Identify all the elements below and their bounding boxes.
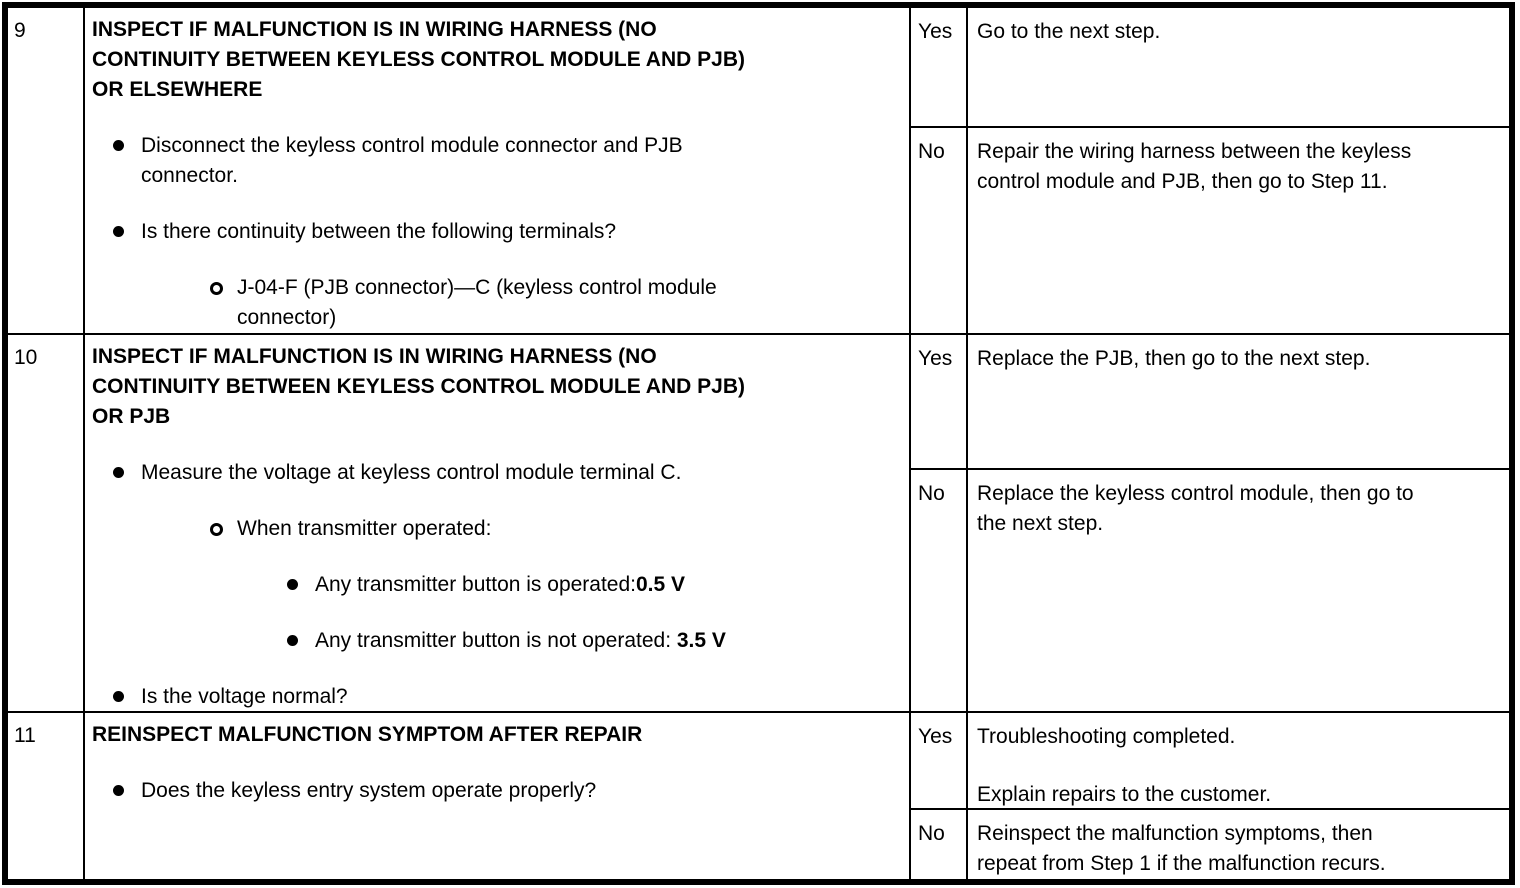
no-cell: [911, 128, 968, 333]
no-action-cell: [968, 128, 1509, 333]
action-text: Troubleshooting completed.: [977, 725, 1236, 748]
troubleshooting-table: [2, 2, 1515, 885]
bullet-text: Is the voltage normal?: [141, 685, 348, 708]
step-row-9: [8, 8, 1509, 335]
action-text-line: the next step.: [977, 512, 1104, 535]
step-title-line: OR PJB: [92, 405, 171, 428]
no-label: No: [918, 140, 945, 163]
yes-subrow: [911, 713, 1509, 810]
bullet-item: [92, 682, 901, 712]
step-title-line: CONTINUITY BETWEEN KEYLESS CONTROL MODULE AND PJB): [92, 48, 745, 71]
bullet-text: Is there continuity between the following terminals?: [141, 220, 617, 243]
step-title: [92, 342, 901, 432]
yes-label: Yes: [918, 20, 953, 43]
yes-subrow: [911, 8, 1509, 128]
sub-sub-bullet-item: [92, 570, 901, 600]
step-title-line: REINSPECT MALFUNCTION SYMPTOM AFTER REPAIR: [92, 723, 643, 746]
bullet-text-line: connector.: [141, 164, 238, 187]
action-text: Explain repairs to the customer.: [977, 783, 1272, 806]
bullet-text-line: connector): [237, 306, 337, 329]
step-title-line: OR ELSEWHERE: [92, 78, 263, 101]
no-label: No: [918, 482, 945, 505]
filled-bullet-icon: [113, 785, 124, 796]
step-number-cell: [8, 8, 85, 333]
voltage-value: 3.5 V: [676, 629, 726, 652]
step-title-line: CONTINUITY BETWEEN KEYLESS CONTROL MODULE AND PJB): [92, 375, 745, 398]
yes-label: Yes: [918, 347, 953, 370]
sub-bullet-item: [92, 273, 901, 333]
action-text-line: repeat from Step 1 if the malfunction recurs.: [977, 852, 1386, 875]
bullet-text: [315, 570, 685, 600]
result-column: [911, 8, 1509, 333]
step-number: 11: [14, 724, 36, 747]
yes-cell: [911, 8, 968, 126]
yes-action-cell: [968, 8, 1509, 126]
yes-label: Yes: [918, 725, 953, 748]
sub-sub-bullet-item: [92, 626, 901, 656]
filled-bullet-icon: [287, 635, 298, 646]
open-circle-bullet-icon: [210, 523, 223, 536]
yes-subrow: [911, 335, 1509, 470]
no-cell: [911, 810, 968, 879]
action-text-line: Reinspect the malfunction symptoms, then: [977, 822, 1373, 845]
bullet-text-line: J-04-F (PJB connector)—C (keyless control module: [237, 276, 717, 299]
yes-action-cell: [968, 335, 1509, 468]
step-title-line: INSPECT IF MALFUNCTION IS IN WIRING HARNESS (NO: [92, 18, 657, 41]
no-subrow: [911, 810, 1509, 879]
bullet-text: When transmitter operated:: [237, 517, 492, 540]
sub-bullet-item: [92, 514, 901, 544]
bullet-text-line: Disconnect the keyless control module connector and PJB: [141, 134, 683, 157]
step-row-11: [8, 713, 1509, 879]
result-column: [911, 335, 1509, 711]
yes-cell: [911, 335, 968, 468]
action-text-line: Repair the wiring harness between the keyless: [977, 140, 1412, 163]
bullet-text: Measure the voltage at keyless control module terminal C.: [141, 461, 682, 484]
step-description-cell: [85, 335, 911, 711]
filled-bullet-icon: [113, 691, 124, 702]
filled-bullet-icon: [113, 226, 124, 237]
yes-action-cell: [968, 713, 1509, 808]
step-description-cell: [85, 713, 911, 879]
bullet-text-segment: Any transmitter button is not operated:: [315, 629, 677, 652]
bullet-text: [141, 131, 683, 191]
bullet-item: [92, 217, 901, 247]
action-text-line: Replace the keyless control module, then go to: [977, 482, 1414, 505]
bullet-item: [92, 776, 901, 806]
action-text: Go to the next step.: [977, 20, 1161, 43]
open-circle-bullet-icon: [210, 282, 223, 295]
step-row-10: [8, 335, 1509, 713]
step-title-line: INSPECT IF MALFUNCTION IS IN WIRING HARNESS (NO: [92, 345, 657, 368]
yes-cell: [911, 713, 968, 808]
bullet-text-segment: Any transmitter button is operated:: [315, 573, 636, 596]
action-text: Replace the PJB, then go to the next step.: [977, 347, 1371, 370]
bullet-text: Does the keyless entry system operate properly?: [141, 779, 597, 802]
filled-bullet-icon: [113, 467, 124, 478]
action-text-line: control module and PJB, then go to Step 11.: [977, 170, 1388, 193]
step-number: 10: [14, 346, 38, 369]
no-label: No: [918, 822, 945, 845]
no-action-cell: [968, 810, 1509, 879]
voltage-value: 0.5 V: [636, 573, 686, 596]
step-title: [92, 15, 901, 105]
bullet-item: [92, 131, 901, 191]
step-number: 9: [14, 19, 26, 42]
bullet-text: [237, 273, 717, 333]
step-description-cell: [85, 8, 911, 333]
no-subrow: [911, 128, 1509, 333]
no-subrow: [911, 470, 1509, 711]
bullet-item: [92, 458, 901, 488]
no-action-cell: [968, 470, 1509, 711]
filled-bullet-icon: [113, 140, 124, 151]
filled-bullet-icon: [287, 579, 298, 590]
result-column: [911, 713, 1509, 879]
no-cell: [911, 470, 968, 711]
step-number-cell: [8, 335, 85, 711]
bullet-text: [315, 626, 726, 656]
step-title: [92, 720, 901, 750]
step-number-cell: [8, 713, 85, 879]
